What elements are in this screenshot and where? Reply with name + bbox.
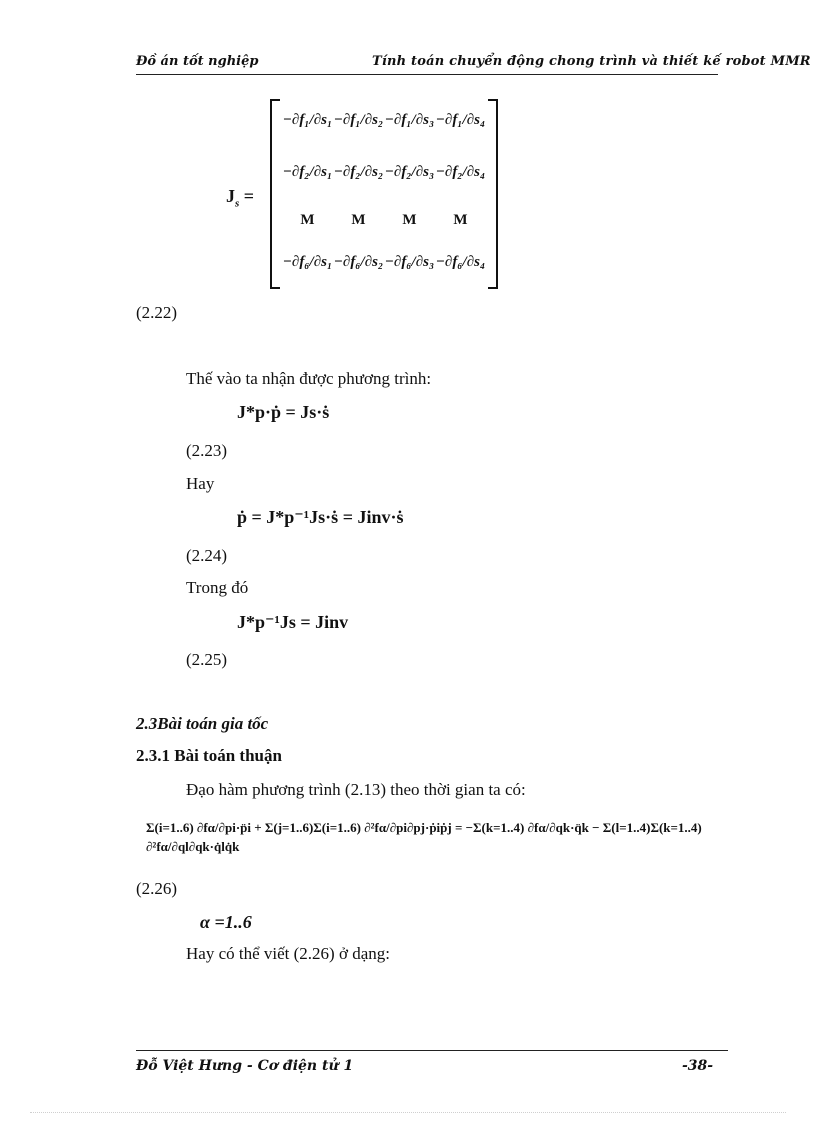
matrix-cell: −∂f₂/∂s₄	[435, 164, 486, 180]
matrix-lhs-sub: s	[235, 197, 240, 210]
footer-rule	[136, 1050, 728, 1051]
equation-label: (2.25)	[186, 650, 228, 669]
matrix-cell: M	[402, 212, 417, 228]
matrix-lhs	[226, 186, 254, 210]
header-left: Đồ án tốt nghiệp	[136, 54, 259, 69]
matrix-cell: −∂f₁/∂s₄	[435, 112, 486, 128]
matrix-cell: −∂f₂/∂s₃	[384, 164, 435, 180]
page-bottom-edge	[30, 1112, 786, 1113]
section-title: 2.3Bài toán gia tốc	[136, 714, 269, 733]
equation-2-25: J*p⁻¹Js = Jinv	[237, 612, 349, 632]
paragraph: Đạo hàm phương trình (2.13) theo thời gian ta có:	[186, 780, 526, 799]
equation-label: (2.22)	[136, 303, 178, 322]
matrix-cell: M	[453, 212, 468, 228]
paragraph: Hay	[186, 474, 215, 493]
matrix-body	[282, 102, 486, 288]
matrix-right-bracket	[486, 98, 500, 290]
header-rule	[136, 74, 718, 75]
matrix-cell: −∂f₆/∂s₁	[282, 254, 333, 270]
equation-2-26: Σ(i=1..6) ∂fα/∂pi·p̈i + Σ(j=1..6)Σ(i=1..6) ∂²fα/∂pi∂pj·ṗiṗj = −Σ(k=1..4) ∂fα/∂qk·q̈k − Σ(l=1..4)Σ(k=1..4) ∂²fα/∂ql∂qk·q̇lq̇k	[146, 820, 702, 854]
matrix-cell: −∂f₂/∂s₂	[333, 164, 384, 180]
footer-page-number: -38-	[682, 1058, 714, 1074]
alpha-range: α =1..6	[200, 912, 252, 932]
matrix-cell: −∂f₁/∂s₂	[333, 112, 384, 128]
footer-left: Đỗ Việt Hưng - Cơ điện tử 1	[136, 1058, 354, 1074]
matrix-cell: −∂f₆/∂s₄	[435, 254, 486, 270]
matrix-cell: −∂f₁/∂s₁	[282, 112, 333, 128]
matrix-lhs-symbol: J	[226, 186, 235, 206]
matrix-cell: −∂f₆/∂s₃	[384, 254, 435, 270]
equation-2-23: J*p·ṗ = Js·ṡ	[237, 402, 330, 422]
matrix-cell: M	[351, 212, 366, 228]
matrix-cell: −∂f₁/∂s₃	[384, 112, 435, 128]
matrix-left-bracket	[268, 98, 282, 290]
matrix-cell: −∂f₆/∂s₂	[333, 254, 384, 270]
header-right: Tính toán chuyển động chong trình và thiết kế robot MMR	[372, 54, 811, 69]
paragraph: Thế vào ta nhận được phương trình:	[186, 369, 432, 388]
equation-label: (2.26)	[136, 879, 178, 898]
paragraph: Trong đó	[186, 578, 249, 597]
matrix-cell: M	[300, 212, 315, 228]
subsection-title: 2.3.1 Bài toán thuận	[136, 746, 282, 765]
equation-label: (2.23)	[186, 441, 228, 460]
paragraph: Hay có thể viết (2.26) ở dạng:	[186, 944, 390, 963]
matrix-cell: −∂f₂/∂s₁	[282, 164, 333, 180]
equation-2-24: ṗ = J*p⁻¹Js·ṡ = Jinv·ṡ	[237, 507, 404, 527]
equation-label: (2.24)	[186, 546, 228, 565]
matrix-equals: =	[243, 186, 255, 206]
